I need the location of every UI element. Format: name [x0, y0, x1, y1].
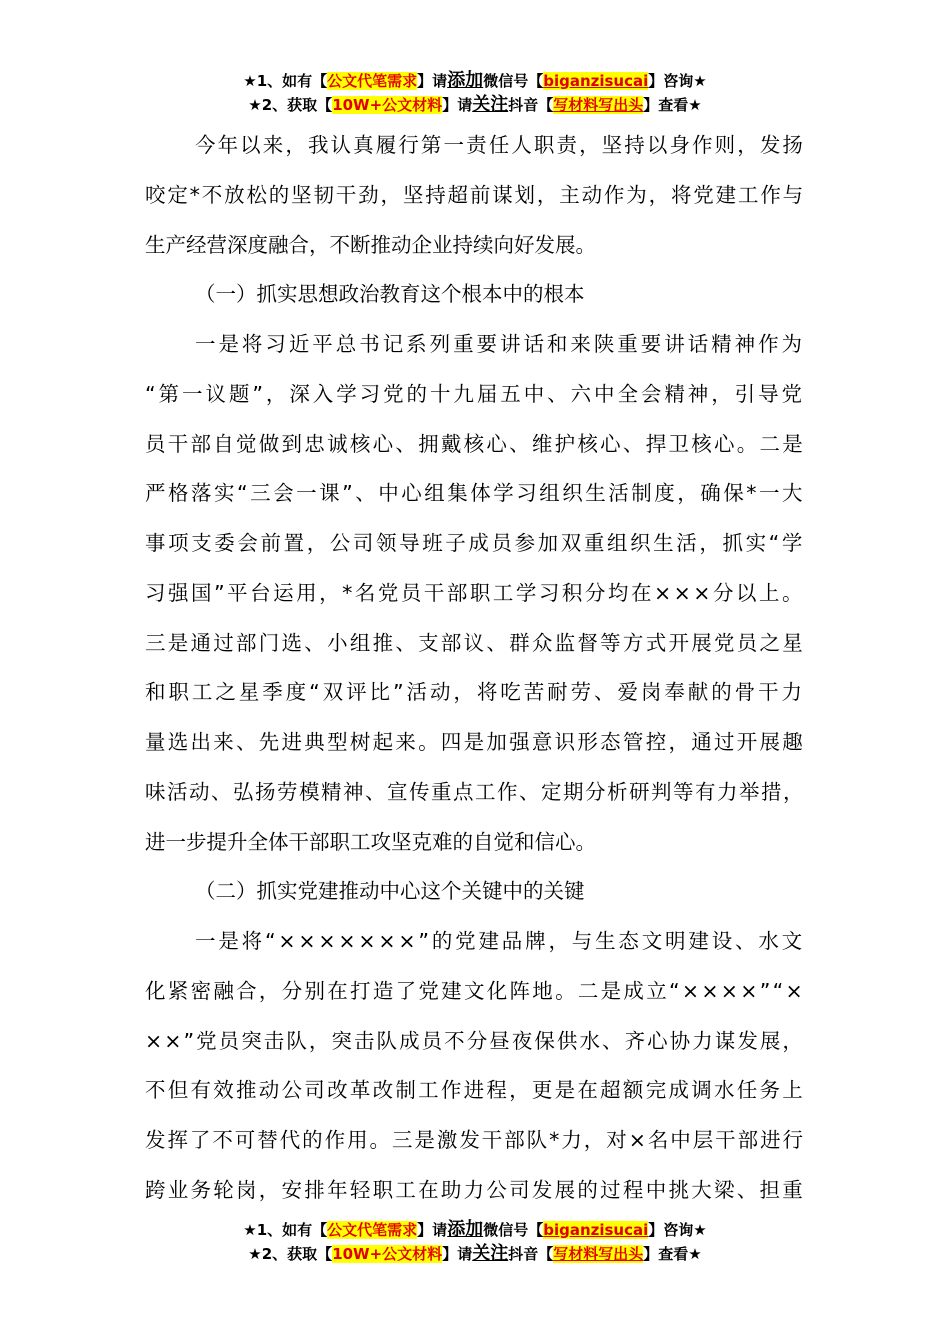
banner-text: 】咨询★	[648, 72, 707, 90]
body-text-line: 发挥了不可替代的作用。三是激发干部队*力，对×名中层干部进行	[145, 1128, 805, 1152]
banner-text: 】请	[442, 1245, 473, 1263]
body-text-line: 量选出来、先进典型树起来。四是加强意识形态管控，通过开展趣	[145, 730, 805, 754]
body-text-line: （一）抓实思想政治教育这个根本中的根本	[195, 282, 585, 307]
body-text-line: 和职工之星季度“双评比”活动，将吃苦耐劳、爱岗奉献的骨干力	[145, 680, 805, 705]
banner-text: 】咨询★	[648, 1221, 707, 1239]
banner-text: 】请	[417, 1221, 448, 1239]
body-text-line: 一是将“×××××××”的党建品牌，与生态文明建设、水文	[195, 929, 805, 953]
banner-emphasis: 关注	[472, 1243, 509, 1264]
body-text-line: 不但有效推动公司改革改制工作进程，更是在超额完成调水任务上	[145, 1078, 805, 1103]
body-text-line: （二）抓实党建推动中心这个关键中的关键	[195, 879, 585, 904]
banner-highlight: 公文代笔需求	[327, 1221, 418, 1239]
body-text-line: 严格落实“三会一课”、中心组集体学习组织生活制度，确保*一大	[145, 481, 805, 506]
footer-banner-line-2	[0, 1242, 950, 1266]
banner-highlight: 公文代笔需求	[327, 72, 418, 90]
body-text-line: 化紧密融合，分别在打造了党建文化阵地。二是成立“××××”“×	[145, 978, 805, 1003]
footer-banner-line-1	[0, 1218, 950, 1242]
body-text-line: 一是将习近平总书记系列重要讲话和来陕重要讲话精神作为	[195, 332, 805, 356]
banner-wechat-id: biganzisucai	[543, 1221, 649, 1239]
banner-text: 抖音【	[508, 96, 554, 114]
banner-emphasis: 添加	[447, 70, 484, 91]
banner-text: ★1、如有【	[243, 72, 328, 90]
banner-text: 微信号【	[483, 1221, 544, 1239]
body-text-line: 事项支委会前置，公司领导班子成员参加双重组织生活，抓实“学	[145, 531, 805, 555]
body-text-line: 员干部自觉做到忠诚核心、拥戴核心、维护核心、捍卫核心。二是	[145, 431, 805, 456]
body-text-line: 今年以来，我认真履行第一责任人职责，坚持以身作则，发扬	[195, 133, 805, 157]
banner-douyin-id: 写材料写出头	[553, 96, 644, 114]
banner-wechat-id: biganzisucai	[543, 72, 649, 90]
banner-douyin-id: 写材料写出头	[553, 1245, 644, 1263]
body-text-line: 三是通过部门选、小组推、支部议、群众监督等方式开展党员之星	[145, 630, 805, 655]
banner-highlight: 10W+公文材料	[332, 1245, 443, 1263]
body-text-line: ××”党员突击队，突击队成员不分昼夜保供水、齐心协力谋发展，	[145, 1028, 805, 1053]
body-text-line: 跨业务轮岗，安排年轻职工在助力公司发展的过程中挑大梁、担重	[145, 1177, 805, 1202]
body-text-line: “第一议题”，深入学习党的十九届五中、六中全会精神，引导党	[145, 381, 805, 406]
body-text-line: 味活动、弘扬劳模精神、宣传重点工作、定期分析研判等有力举措，	[145, 779, 805, 804]
banner-text: 微信号【	[483, 72, 544, 90]
header-banner-line-2	[0, 93, 950, 117]
banner-text: 】请	[442, 96, 473, 114]
banner-text: ★2、获取【	[248, 1245, 333, 1263]
body-text-line: 生产经营深度融合，不断推动企业持续向好发展。	[145, 232, 596, 257]
banner-text: ★2、获取【	[248, 96, 333, 114]
banner-text: 】查看★	[643, 96, 702, 114]
banner-emphasis: 添加	[447, 1219, 484, 1240]
banner-text: 抖音【	[508, 1245, 554, 1263]
body-text-line: 习强国”平台运用，*名党员干部职工学习积分均在×××分以上。	[145, 580, 805, 605]
banner-emphasis: 关注	[472, 94, 509, 115]
header-banner-line-1	[0, 69, 950, 93]
banner-text: ★1、如有【	[243, 1221, 328, 1239]
banner-highlight: 10W+公文材料	[332, 96, 443, 114]
banner-text: 】查看★	[643, 1245, 702, 1263]
body-text-line: 进一步提升全体干部职工攻坚克难的自觉和信心。	[145, 829, 596, 854]
body-text-line: 咬定*不放松的坚韧干劲，坚持超前谋划，主动作为，将党建工作与	[145, 182, 805, 207]
banner-text: 】请	[417, 72, 448, 90]
